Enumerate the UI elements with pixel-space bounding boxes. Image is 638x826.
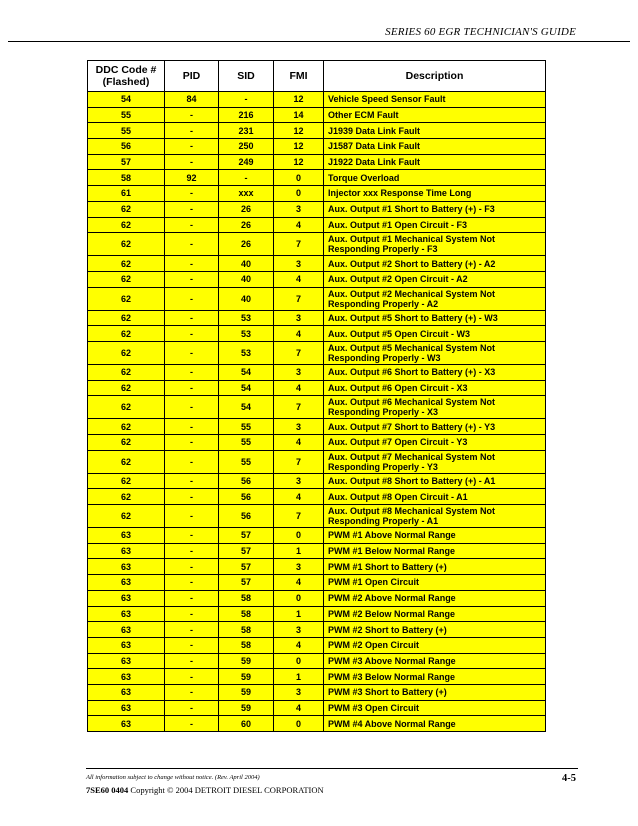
cell-ddc-code: 62 [88,201,165,217]
cell-description: PWM #2 Open Circuit [324,637,546,653]
cell-description: Aux. Output #2 Open Circuit - A2 [324,271,546,287]
cell-pid: - [165,543,219,559]
cell-sid: 58 [219,606,274,622]
cell-fmi: 1 [274,606,324,622]
cell-description: Aux. Output #5 Mechanical System Not Responding Properly - W3 [324,341,546,364]
col-header-sid: SID [219,61,274,92]
cell-sid: 249 [219,154,274,170]
cell-description: J1587 Data Link Fault [324,139,546,155]
cell-pid: - [165,201,219,217]
cell-fmi: 0 [274,170,324,186]
cell-sid: 57 [219,528,274,544]
col-header-fmi: FMI [274,61,324,92]
cell-pid: - [165,233,219,256]
cell-sid: 59 [219,684,274,700]
table-row [88,201,546,217]
cell-ddc-code: 62 [88,287,165,310]
cell-ddc-code: 62 [88,505,165,528]
cell-ddc-code: 63 [88,716,165,732]
cell-pid: - [165,186,219,202]
cell-fmi: 3 [274,364,324,380]
cell-ddc-code: 62 [88,450,165,473]
col-header-description: Description [324,61,546,92]
cell-fmi: 7 [274,450,324,473]
cell-ddc-code: 62 [88,489,165,505]
cell-pid: - [165,396,219,419]
cell-sid: 26 [219,233,274,256]
table-row [88,154,546,170]
cell-fmi: 1 [274,543,324,559]
cell-pid: - [165,326,219,342]
cell-pid: - [165,473,219,489]
cell-fmi: 0 [274,716,324,732]
cell-fmi: 4 [274,700,324,716]
table-row [88,559,546,575]
cell-description: Injector xxx Response Time Long [324,186,546,202]
cell-ddc-code: 62 [88,310,165,326]
cell-ddc-code: 62 [88,217,165,233]
table-row [88,489,546,505]
table-row [88,233,546,256]
cell-description: Aux. Output #5 Short to Battery (+) - W3 [324,310,546,326]
cell-fmi: 0 [274,528,324,544]
col-header-pid: PID [165,61,219,92]
cell-sid: 231 [219,123,274,139]
cell-fmi: 4 [274,575,324,591]
cell-sid: 58 [219,637,274,653]
cell-description: Aux. Output #7 Mechanical System Not Responding Properly - Y3 [324,450,546,473]
cell-sid: - [219,92,274,108]
cell-fmi: 0 [274,590,324,606]
cell-ddc-code: 63 [88,653,165,669]
col-header-ddc-code: DDC Code # (Flashed) [88,61,165,92]
cell-sid: 59 [219,700,274,716]
cell-description: PWM #1 Below Normal Range [324,543,546,559]
cell-ddc-code: 62 [88,233,165,256]
cell-sid: 58 [219,622,274,638]
cell-fmi: 14 [274,107,324,123]
cell-fmi: 4 [274,637,324,653]
cell-fmi: 3 [274,310,324,326]
cell-sid: 56 [219,473,274,489]
table-row [88,606,546,622]
table-row [88,473,546,489]
cell-ddc-code: 63 [88,575,165,591]
cell-fmi: 12 [274,154,324,170]
table-row [88,186,546,202]
cell-fmi: 4 [274,326,324,342]
footer-copyright-line [86,785,324,795]
cell-pid: - [165,123,219,139]
cell-sid: 54 [219,364,274,380]
cell-sid: 53 [219,326,274,342]
cell-fmi: 3 [274,622,324,638]
table-row [88,505,546,528]
cell-description: PWM #2 Above Normal Range [324,590,546,606]
table-row [88,326,546,342]
cell-ddc-code: 63 [88,622,165,638]
cell-description: PWM #1 Short to Battery (+) [324,559,546,575]
cell-fmi: 7 [274,396,324,419]
cell-pid: - [165,256,219,272]
table-row [88,716,546,732]
cell-fmi: 4 [274,380,324,396]
cell-fmi: 12 [274,92,324,108]
cell-ddc-code: 62 [88,396,165,419]
cell-sid: 58 [219,590,274,606]
cell-fmi: 1 [274,669,324,685]
cell-description: Aux. Output #1 Open Circuit - F3 [324,217,546,233]
cell-ddc-code: 63 [88,528,165,544]
cell-ddc-code: 62 [88,326,165,342]
cell-sid: 54 [219,396,274,419]
cell-description: Aux. Output #5 Open Circuit - W3 [324,326,546,342]
table-row [88,543,546,559]
cell-pid: - [165,217,219,233]
table-row [88,435,546,451]
cell-ddc-code: 63 [88,543,165,559]
cell-pid: - [165,606,219,622]
cell-description: PWM #1 Open Circuit [324,575,546,591]
cell-ddc-code: 63 [88,590,165,606]
cell-fmi: 7 [274,287,324,310]
cell-fmi: 12 [274,139,324,155]
cell-fmi: 0 [274,186,324,202]
table-row [88,310,546,326]
cell-fmi: 3 [274,559,324,575]
table-row [88,450,546,473]
cell-pid: - [165,528,219,544]
cell-ddc-code: 62 [88,435,165,451]
cell-pid: - [165,590,219,606]
cell-sid: 57 [219,543,274,559]
cell-sid: 57 [219,575,274,591]
cell-description: Torque Overload [324,170,546,186]
table-row [88,419,546,435]
cell-description: Aux. Output #7 Open Circuit - Y3 [324,435,546,451]
cell-description: Aux. Output #6 Open Circuit - X3 [324,380,546,396]
cell-sid: 59 [219,653,274,669]
cell-ddc-code: 63 [88,559,165,575]
table-row [88,380,546,396]
cell-fmi: 4 [274,271,324,287]
cell-pid: - [165,310,219,326]
table-row [88,287,546,310]
cell-description: Aux. Output #8 Short to Battery (+) - A1 [324,473,546,489]
cell-sid: 40 [219,256,274,272]
cell-description: Aux. Output #8 Open Circuit - A1 [324,489,546,505]
cell-pid: - [165,341,219,364]
cell-ddc-code: 55 [88,107,165,123]
cell-description: Aux. Output #2 Mechanical System Not Responding Properly - A2 [324,287,546,310]
cell-ddc-code: 62 [88,256,165,272]
header-rule [8,41,630,42]
cell-ddc-code: 62 [88,380,165,396]
table-row [88,364,546,380]
table-row [88,684,546,700]
cell-description: Aux. Output #6 Mechanical System Not Responding Properly - X3 [324,396,546,419]
cell-description: J1939 Data Link Fault [324,123,546,139]
cell-ddc-code: 54 [88,92,165,108]
table-row [88,107,546,123]
table-row [88,341,546,364]
cell-pid: - [165,419,219,435]
cell-description: Aux. Output #2 Short to Battery (+) - A2 [324,256,546,272]
cell-sid: 56 [219,489,274,505]
footer-copyright: Copyright © 2004 DETROIT DIESEL CORPORATION [130,785,324,795]
cell-sid: 60 [219,716,274,732]
cell-sid: 57 [219,559,274,575]
footer-rule [86,768,578,769]
cell-fmi: 7 [274,233,324,256]
cell-sid: 26 [219,201,274,217]
cell-sid: 216 [219,107,274,123]
table-row [88,396,546,419]
cell-sid: 53 [219,341,274,364]
table-row [88,123,546,139]
cell-fmi: 12 [274,123,324,139]
cell-ddc-code: 62 [88,419,165,435]
cell-description: Aux. Output #1 Mechanical System Not Responding Properly - F3 [324,233,546,256]
table-row [88,271,546,287]
cell-pid: - [165,139,219,155]
cell-ddc-code: 62 [88,473,165,489]
cell-sid: 250 [219,139,274,155]
cell-pid: - [165,450,219,473]
cell-description: PWM #3 Below Normal Range [324,669,546,685]
table-row [88,92,546,108]
table-header-row [88,61,546,92]
cell-fmi: 3 [274,201,324,217]
cell-sid: 40 [219,287,274,310]
table-row [88,590,546,606]
table-row [88,139,546,155]
cell-sid: 59 [219,669,274,685]
cell-sid: 56 [219,505,274,528]
cell-ddc-code: 63 [88,637,165,653]
cell-ddc-code: 58 [88,170,165,186]
table-row [88,575,546,591]
table-row [88,256,546,272]
running-header-title: SERIES 60 EGR TECHNICIAN'S GUIDE [385,26,576,38]
cell-sid: xxx [219,186,274,202]
cell-description: Aux. Output #6 Short to Battery (+) - X3 [324,364,546,380]
cell-sid: 53 [219,310,274,326]
cell-description: PWM #3 Open Circuit [324,700,546,716]
cell-description: Aux. Output #1 Short to Battery (+) - F3 [324,201,546,217]
cell-fmi: 3 [274,419,324,435]
cell-fmi: 0 [274,653,324,669]
cell-fmi: 7 [274,341,324,364]
cell-pid: - [165,669,219,685]
cell-pid: - [165,559,219,575]
cell-ddc-code: 57 [88,154,165,170]
cell-pid: - [165,653,219,669]
cell-ddc-code: 63 [88,684,165,700]
cell-ddc-code: 62 [88,271,165,287]
table-row [88,170,546,186]
cell-description: PWM #2 Short to Battery (+) [324,622,546,638]
cell-description: Other ECM Fault [324,107,546,123]
page-number: 4-5 [562,773,576,784]
cell-ddc-code: 56 [88,139,165,155]
cell-ddc-code: 62 [88,364,165,380]
cell-sid: 26 [219,217,274,233]
cell-pid: - [165,364,219,380]
table-row [88,637,546,653]
cell-description: PWM #2 Below Normal Range [324,606,546,622]
cell-description: PWM #1 Above Normal Range [324,528,546,544]
cell-pid: - [165,380,219,396]
cell-pid: 92 [165,170,219,186]
cell-pid: - [165,716,219,732]
cell-fmi: 7 [274,505,324,528]
cell-description: J1922 Data Link Fault [324,154,546,170]
cell-description: Vehicle Speed Sensor Fault [324,92,546,108]
cell-pid: - [165,637,219,653]
cell-sid: 55 [219,419,274,435]
footer-note: All information subject to change without notice. (Rev. April 2004) [86,774,260,781]
table-row [88,700,546,716]
cell-pid: - [165,271,219,287]
cell-fmi: 3 [274,256,324,272]
cell-pid: - [165,505,219,528]
cell-ddc-code: 61 [88,186,165,202]
cell-pid: - [165,700,219,716]
table-row [88,217,546,233]
footer-doc-code: 7SE60 0404 [86,785,129,795]
cell-pid: - [165,622,219,638]
cell-ddc-code: 63 [88,700,165,716]
cell-fmi: 4 [274,435,324,451]
cell-sid: 55 [219,435,274,451]
table-row [88,622,546,638]
cell-ddc-code: 63 [88,606,165,622]
cell-sid: 55 [219,450,274,473]
cell-pid: - [165,107,219,123]
cell-description: Aux. Output #7 Short to Battery (+) - Y3 [324,419,546,435]
cell-sid: - [219,170,274,186]
cell-fmi: 3 [274,684,324,700]
cell-fmi: 4 [274,489,324,505]
cell-description: Aux. Output #8 Mechanical System Not Responding Properly - A1 [324,505,546,528]
cell-fmi: 3 [274,473,324,489]
cell-ddc-code: 55 [88,123,165,139]
cell-ddc-code: 62 [88,341,165,364]
cell-description: PWM #3 Short to Battery (+) [324,684,546,700]
cell-pid: - [165,435,219,451]
table-row [88,653,546,669]
cell-pid: - [165,154,219,170]
cell-pid: 84 [165,92,219,108]
cell-fmi: 4 [274,217,324,233]
cell-pid: - [165,684,219,700]
cell-description: PWM #3 Above Normal Range [324,653,546,669]
cell-pid: - [165,287,219,310]
cell-pid: - [165,575,219,591]
table-body [88,92,546,732]
table-row [88,669,546,685]
cell-pid: - [165,489,219,505]
cell-ddc-code: 63 [88,669,165,685]
cell-sid: 40 [219,271,274,287]
table-row [88,528,546,544]
cell-description: PWM #4 Above Normal Range [324,716,546,732]
cell-sid: 54 [219,380,274,396]
fault-code-table [87,60,546,732]
